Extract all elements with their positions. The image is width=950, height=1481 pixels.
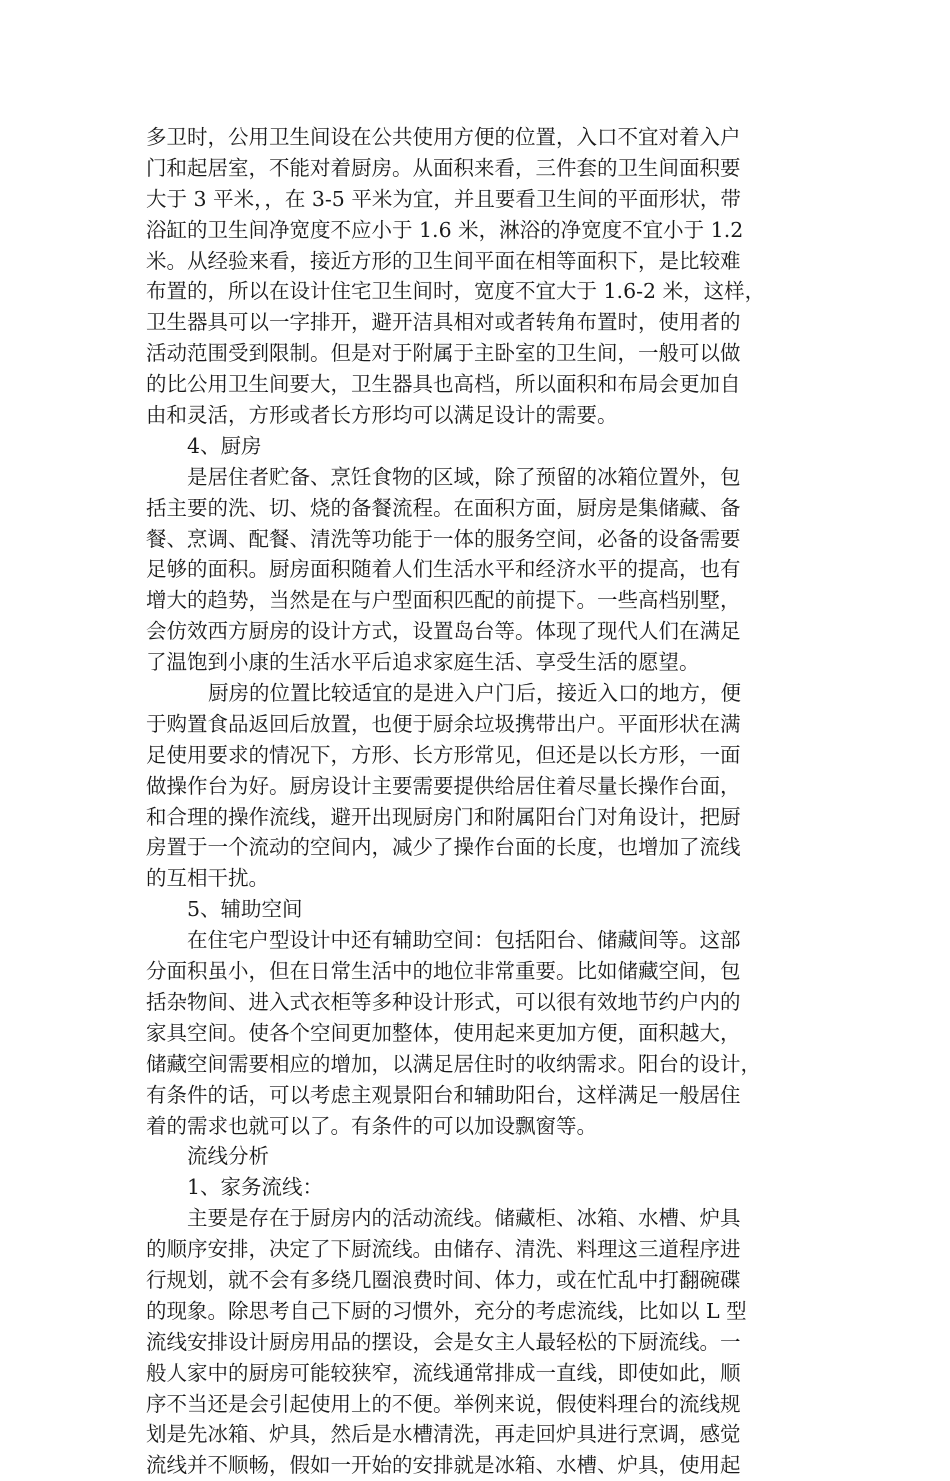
text-line: 分面积虽小，但在日常生活中的地位非常重要。比如储藏空间，包 bbox=[146, 959, 741, 984]
subsection-heading: 1、家务流线： bbox=[187, 1175, 324, 1200]
paragraph-start: 在住宅户型设计中还有辅助空间：包括阳台、储藏间等。这部 bbox=[187, 928, 741, 953]
text-line: 括杂物间、进入式衣柜等多种设计形式，可以很有效地节约户内的 bbox=[146, 989, 741, 1014]
text-line: 般人家中的厨房可能较狭窄，流线通常排成一直线，即使如此，顺 bbox=[146, 1360, 741, 1385]
text-line: 序不当还是会引起使用上的不便。举例来说，假使料理台的流线规 bbox=[146, 1391, 741, 1416]
text-line: 布置的，所以在设计住宅卫生间时，宽度不宜大于 1.6-2 米，这样， bbox=[146, 279, 766, 304]
text-line: 会仿效西方厨房的设计方式，设置岛台等。体现了现代人们在满足 bbox=[146, 619, 741, 644]
text-line: 足使用要求的情况下，方形、长方形常见，但还是以长方形，一面 bbox=[146, 742, 741, 767]
section-heading: 流线分析 bbox=[187, 1144, 269, 1169]
text-line: 家具空间。使各个空间更加整体，使用起来更加方便，面积越大， bbox=[146, 1020, 741, 1045]
section-heading: 5、辅助空间 bbox=[187, 897, 303, 922]
text-line: 的顺序安排，决定了下厨流线。由储存、清洗、料理这三道程序进 bbox=[146, 1237, 741, 1262]
text-line: 括主要的洗、切、烧的备餐流程。在面积方面，厨房是集储藏、备 bbox=[146, 495, 741, 520]
paragraph-start: 主要是存在于厨房内的活动流线。储藏柜、冰箱、水槽、炉具 bbox=[187, 1206, 741, 1231]
text-line: 的比公用卫生间要大，卫生器具也高档，所以面积和布局会更加自 bbox=[146, 372, 741, 397]
text-line: 流线并不顺畅，假如一开始的安排就是冰箱、水槽、炉具，使用起 bbox=[146, 1453, 741, 1478]
text-line: 活动范围受到限制。但是对于附属于主卧室的卫生间，一般可以做 bbox=[146, 341, 741, 366]
text-line: 餐、烹调、配餐、清洗等功能于一体的服务空间，必备的设备需要 bbox=[146, 526, 741, 551]
text-line: 卫生器具可以一字排开，避开洁具相对或者转角布置时，使用者的 bbox=[146, 310, 741, 335]
text-line: 有条件的话，可以考虑主观景阳台和辅助阳台，这样满足一般居住 bbox=[146, 1082, 741, 1107]
text-line: 门和起居室，不能对着厨房。从面积来看，三件套的卫生间面积要 bbox=[146, 155, 741, 180]
paragraph-start: 是居住者贮备、烹饪食物的区域，除了预留的冰箱位置外，包 bbox=[187, 464, 741, 489]
text-line: 做操作台为好。厨房设计主要需要提供给居住着尽量长操作台面， bbox=[146, 773, 741, 798]
text-line: 米。从经验来看，接近方形的卫生间平面在相等面积下，是比较难 bbox=[146, 248, 741, 273]
text-line: 了温饱到小康的生活水平后追求家庭生活、享受生活的愿望。 bbox=[146, 650, 700, 675]
text-line: 大于 3 平米，，在 3-5 平米为宜，并且要看卫生间的平面形状，带 bbox=[146, 186, 741, 211]
text-line: 房置于一个流动的空间内，减少了操作台面的长度，也增加了流线 bbox=[146, 835, 741, 860]
text-line: 的互相干扰。 bbox=[146, 866, 269, 891]
text-line: 行规划，就不会有多绕几圈浪费时间、体力，或在忙乱中打翻碗碟 bbox=[146, 1267, 741, 1292]
text-line: 由和灵活，方形或者长方形均可以满足设计的需要。 bbox=[146, 403, 618, 428]
text-line: 着的需求也就可以了。有条件的可以加设飘窗等。 bbox=[146, 1113, 597, 1138]
paragraph-start: 厨房的位置比较适宜的是进入户门后，接近入口的地方，便 bbox=[208, 681, 741, 706]
document-body bbox=[146, 122, 802, 1481]
text-line: 储藏空间需要相应的增加，以满足居住时的收纳需求。阳台的设计， bbox=[146, 1051, 761, 1076]
text-line: 多卫时，公用卫生间设在公共使用方便的位置，入口不宜对着入户 bbox=[146, 125, 741, 149]
text-line: 和合理的操作流线，避开出现厨房门和附属阳台门对角设计，把厨 bbox=[146, 804, 741, 829]
section-heading: 4、厨房 bbox=[187, 433, 262, 458]
text-line: 足够的面积。厨房面积随着人们生活水平和经济水平的提高，也有 bbox=[146, 557, 741, 582]
text-line: 流线安排设计厨房用品的摆设，会是女主人最轻松的下厨流线。一 bbox=[146, 1329, 741, 1354]
text-line: 的现象。除思考自己下厨的习惯外，充分的考虑流线，比如以 L 型 bbox=[146, 1298, 747, 1323]
text-line: 增大的趋势，当然是在与户型面积匹配的前提下。一些高档别墅， bbox=[146, 588, 741, 613]
text-line: 于购置食品返回后放置，也便于厨余垃圾携带出户。平面形状在满 bbox=[146, 711, 741, 736]
text-line: 浴缸的卫生间净宽度不应小于 1.6 米，淋浴的净宽度不宜小于 1.2 bbox=[146, 217, 744, 242]
text-line: 划是先冰箱、炉具，然后是水槽清洗，再走回炉具进行烹调，感觉 bbox=[146, 1422, 741, 1447]
